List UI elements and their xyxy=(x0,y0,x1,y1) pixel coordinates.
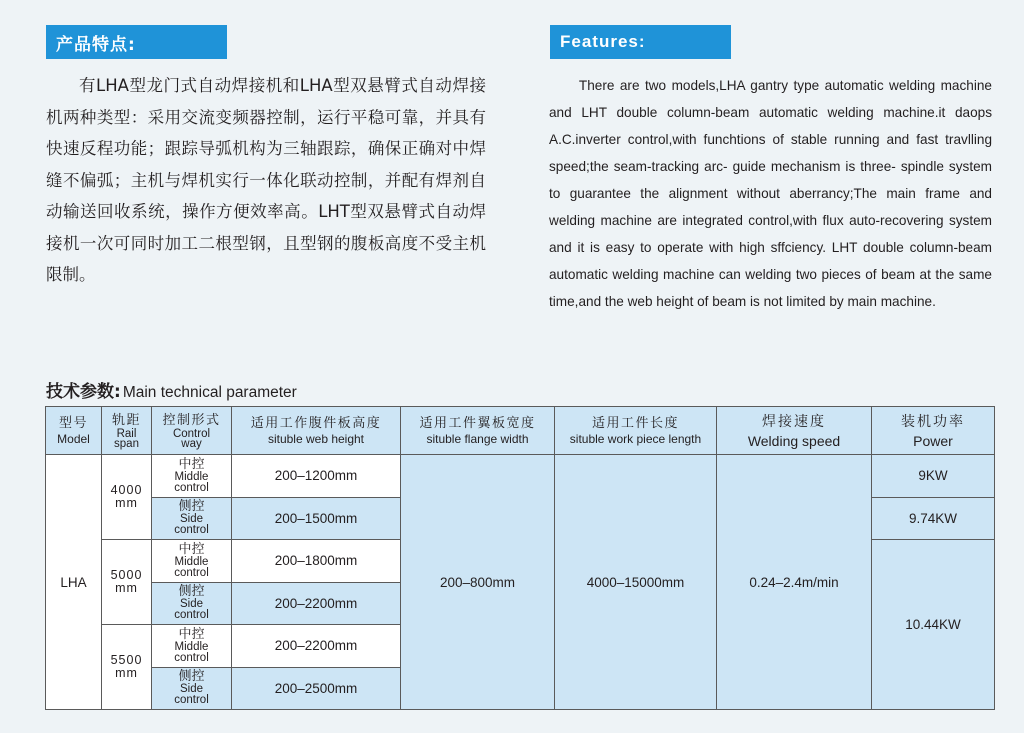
header-welding-speed: 焊接速度 Welding speed xyxy=(717,407,872,455)
spec-title-cn: 技术参数: xyxy=(46,382,121,402)
control-cell: 侧控 Side control xyxy=(152,667,232,710)
work-length-cell: 4000–15000mm xyxy=(555,455,717,710)
power-cell: 10.44KW xyxy=(872,540,995,710)
rail-cell: 4000 mm xyxy=(102,455,152,540)
control-cell: 中控 Middle control xyxy=(152,540,232,583)
header-web-height: 适用工作腹件板高度 situble web height xyxy=(232,407,401,455)
web-height-cell: 200–1200mm xyxy=(232,455,401,498)
web-height-cell: 200–2200mm xyxy=(232,625,401,668)
header-control-way: 控制形式 Control way xyxy=(152,407,232,455)
rail-cell: 5000 mm xyxy=(102,540,152,625)
features-en-heading: Features: xyxy=(550,25,731,59)
table-row xyxy=(46,455,995,498)
header-power: 装机功率 Power xyxy=(872,407,995,455)
spec-title-en: Main technical parameter xyxy=(122,384,297,401)
control-cell: 侧控 Side control xyxy=(152,582,232,625)
flange-width-cell: 200–800mm xyxy=(401,455,555,710)
header-flange-width: 适用工件翼板宽度 situble flange width xyxy=(401,407,555,455)
model-cell: LHA xyxy=(46,455,102,710)
rail-cell: 5500 mm xyxy=(102,625,152,710)
web-height-cell: 200–2500mm xyxy=(232,667,401,710)
spec-header-row xyxy=(46,407,995,455)
features-cn-heading: 产品特点: xyxy=(46,25,227,59)
header-model: 型号 Model xyxy=(46,407,102,455)
web-height-cell: 200–1500mm xyxy=(232,497,401,540)
web-height-cell: 200–1800mm xyxy=(232,540,401,583)
features-cn-paragraph: 有LHA型龙门式自动焊接机和LHA型双悬臂式自动焊接机两种类型：采用交流变频器控制，运行平稳可靠，并具有快速反程功能；跟踪导弧机构为三轴跟踪，确保正确对中焊缝不偏弧；主机与焊机实行一体化联动控制，并配有焊剂自动输送回收系统，操作方便效率高。LHT型双悬臂式自动焊接机一次可同时加工二根型钢，且型钢的腹板高度不受主机限制。 xyxy=(46,76,486,284)
header-rail-span: 轨距 Rail span xyxy=(102,407,152,455)
power-cell: 9.74KW xyxy=(872,497,995,540)
header-work-length: 适用工件长度 situble work piece length xyxy=(555,407,717,455)
control-cell: 侧控 Side control xyxy=(152,497,232,540)
features-en-paragraph: There are two models,LHA gantry type automatic welding machine and LHT double column-beam automatic welding machine.it daops A.C.inverter control,with funchtions of stable running and fast travlling speed;the seam-tracking arc- guide mechanism is three- spindle system to guarantee the alignment without aberrancy;The main frame and welding machine are integrated control,with flux auto-recovering system and it is easy to operate with high sffciency. LHT double column-beam automatic welding machine can welding two pieces of beam at the same time,and the web height of beam is not limited by main machine. xyxy=(549,78,992,309)
control-cell: 中控 Middle control xyxy=(152,625,232,668)
spec-title xyxy=(46,377,297,402)
spec-table xyxy=(45,406,995,710)
control-cell: 中控 Middle control xyxy=(152,455,232,498)
power-cell: 9KW xyxy=(872,455,995,498)
web-height-cell: 200–2200mm xyxy=(232,582,401,625)
welding-speed-cell: 0.24–2.4m/min xyxy=(717,455,872,710)
